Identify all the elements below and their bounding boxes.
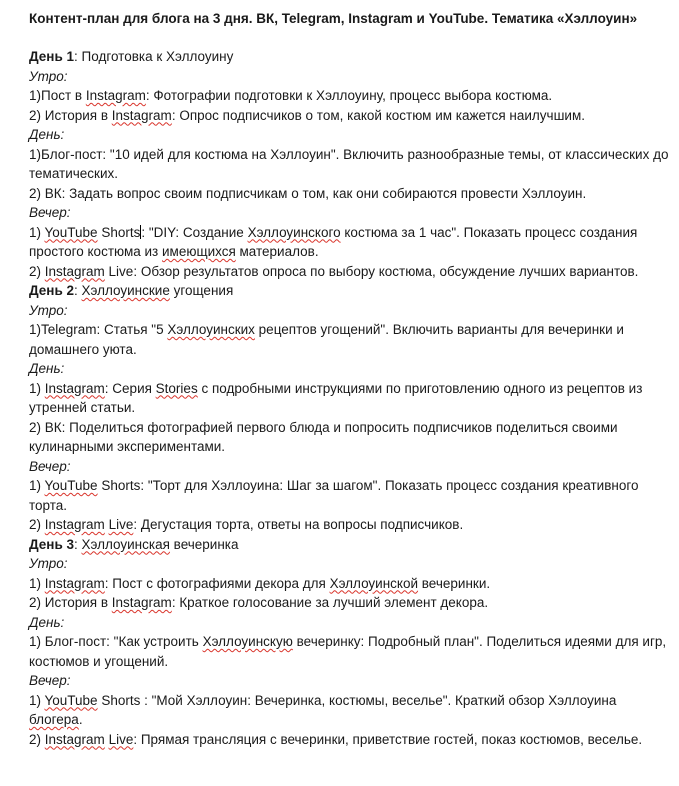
spellcheck-word: Instagram [44, 575, 105, 591]
day-3-label: День 3 [29, 536, 75, 552]
day-3-afternoon-label: День: [29, 614, 65, 630]
day-1-morning-item-1: 1)Пост в Instagram: Фотографии подготовки к Хэллоуину, процесс выбора костюма. [29, 88, 553, 103]
day-3-evening-item-1: 1) YouTube Shorts : "Мой Хэллоуин: Вечеринка, костюмы, веселье". Краткий обзор Хэллоуина блогера. [29, 692, 617, 727]
day-1-topic: Подготовка к Хэллоуину [81, 49, 234, 64]
day-2-evening-item-2: 2) Instagram Live: Дегустация торта, ответы на вопросы подписчиков. [29, 517, 464, 532]
spellcheck-word: Stories [155, 380, 198, 396]
spellcheck-word: Instagram [85, 88, 146, 103]
day-2-afternoon-label: День: [29, 361, 65, 376]
day-3-afternoon-item-1: 1) Блог-пост: "Как устроить Хэллоуинскую вечеринку: Подробный план". Поделиться идеями для игр, костюмов и угощений. [29, 634, 667, 669]
day-1-evening-item-2: 2) Instagram Live: Обзор результатов опроса по выбору костюма, обсуждение лучших вариантов. [29, 263, 639, 279]
day-3-morning-item-1: 1) Instagram: Пост с фотографиями декора для Хэллоуинской вечеринки. [29, 575, 491, 591]
day-1-heading: День 1: Подготовка к Хэллоуину [29, 49, 234, 64]
day-3-evening-item-2: 2) Instagram Live: Прямая трансляция с вечеринки, приветствие гостей, показ костюмов, веселье. [29, 731, 643, 747]
day-2-afternoon-item-2: 2) ВК: Поделиться фотографией первого блюда и попросить подписчиков поделиться своими кулинарными экспериментами. [29, 419, 618, 454]
day-1-afternoon-label: День: [29, 127, 65, 142]
spellcheck-word: Хэллоуинскую [202, 634, 293, 649]
spellcheck-word: блогера [29, 712, 79, 727]
spellcheck-word: Instagram [44, 380, 105, 396]
spellcheck-word: Instagram [111, 107, 172, 123]
day-3-morning-label: Утро: [29, 556, 68, 571]
day-1-afternoon-item-2: 2) ВК: Задать вопрос своим подписчикам о том, как они собираются провести Хэллоуин. [29, 185, 587, 201]
spellcheck-word: Хэллоуинские [81, 283, 170, 298]
spellcheck-word: Live [108, 517, 134, 532]
day-3-heading: День 3: Хэллоуинская вечеринка [29, 536, 239, 552]
spellcheck-word: Live [108, 731, 134, 747]
day-3-evening-label: Вечер: [29, 673, 71, 688]
day-2-morning-item-1: 1)Telegram: Статья "5 Хэллоуинских рецептов угощений". Включить варианты для вечеринки и домашнего уюта. [29, 322, 624, 357]
day-2-evening-item-1: 1) YouTube Shorts: "Торт для Хэллоуина: Шаг за шагом". Показать процесс создания креативного торта. [29, 478, 639, 513]
day-1-morning-label: Утро: [29, 68, 68, 84]
day-3-morning-item-2: 2) История в Instagram: Краткое голосование за лучший элемент декора. [29, 595, 489, 610]
spellcheck-word: Хэллоуинская [81, 536, 170, 552]
spellcheck-word: Instagram [44, 731, 105, 747]
day-2-afternoon-item-1: 1) Instagram: Серия Stories с подробными инструкциями по приготовлению одного из рецептов из утренней статьи. [29, 380, 643, 415]
day-2-heading: День 2: Хэллоуинские угощения [29, 283, 234, 298]
spellcheck-word: YouTube [44, 692, 98, 708]
day-2-label: День 2 [29, 283, 75, 298]
spellcheck-word: имеющихся [162, 244, 236, 259]
spellcheck-word: Instagram [44, 263, 105, 279]
day-1-label: День 1 [29, 49, 75, 64]
spellcheck-word: YouTube [44, 224, 98, 240]
day-2-evening-label: Вечер: [29, 458, 71, 474]
day-1-afternoon-item-1: 1)Блог-пост: "10 идей для костюма на Хэллоуин". Включить разнообразные темы, от классических до тематических. [29, 146, 669, 181]
spellcheck-word: Instagram [111, 595, 172, 610]
document-title: Контент-план для блога на 3 дня. ВК, Telegram, Instagram и YouTube. Тематика «Хэллоуин» [29, 11, 638, 26]
day-2-morning-label: Утро: [29, 302, 68, 318]
spellcheck-word: YouTube [44, 478, 98, 493]
spellcheck-word: Хэллоуинской [329, 575, 419, 591]
day-1-evening-label: Вечер: [29, 205, 71, 220]
spellcheck-word: Хэллоуинских [167, 322, 255, 337]
spellcheck-word: Хэллоуинского [247, 224, 341, 240]
spellcheck-word: Instagram [44, 517, 105, 532]
day-1-morning-item-2: 2) История в Instagram: Опрос подписчиков о том, какой костюм им кажется наилучшим. [29, 107, 585, 123]
day-1-evening-item-1: 1) YouTube Shorts: "DIY: Создание Хэллоуинского костюма за 1 час". Показать процесс создания простого костюма из имеющихся материалов. [29, 224, 638, 259]
